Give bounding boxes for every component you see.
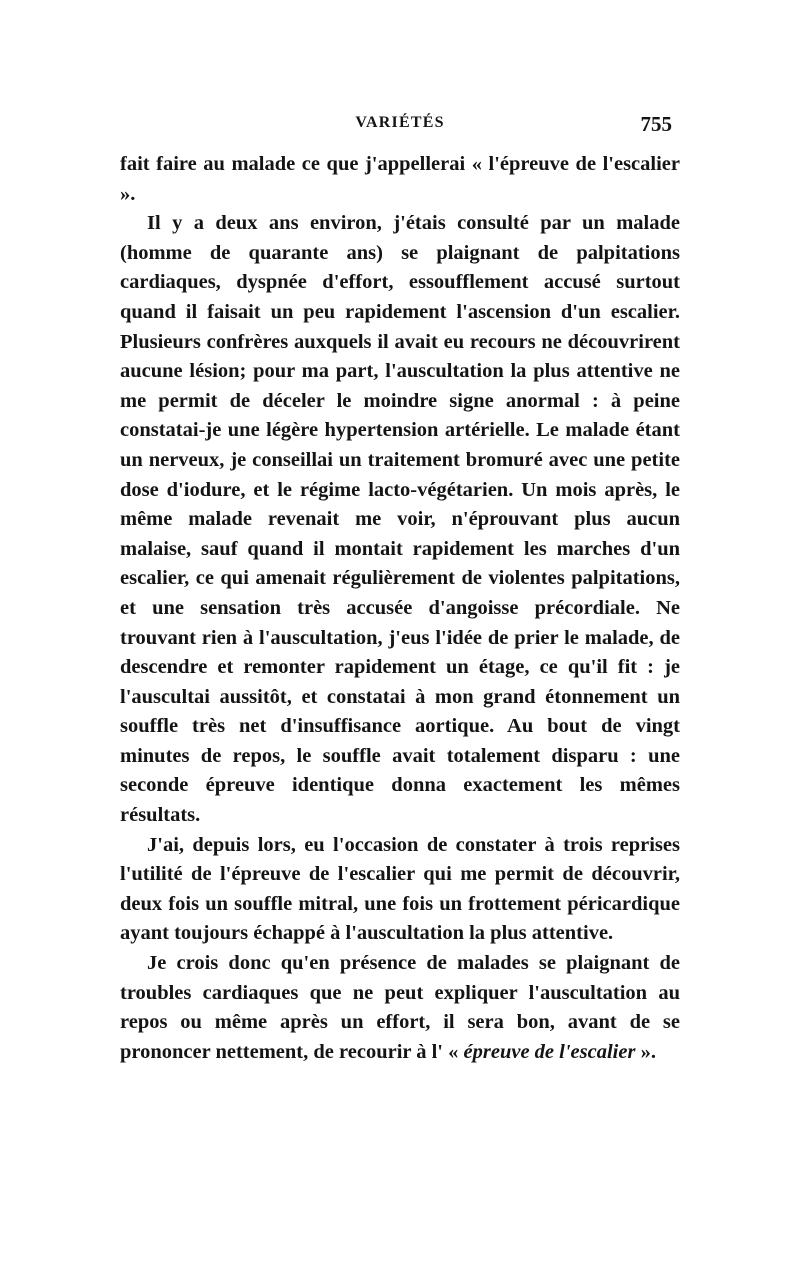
body-text [120,150,680,1067]
running-title: VARIÉTÉS [355,114,445,131]
conclusion-text: Je crois donc qu'en présence de malades se plaignant de troubles cardiaques que ne peut expliquer l'auscultation au repos ou même après un effort, il sera bon, avant de se prononcer nettement, de recourir à l' « [120,952,680,1063]
paragraph-case-report: Il y a deux ans environ, j'étais consulté par un malade (homme de quarante ans) se plaignant de palpitations cardiaques, dyspnée d'effort, essoufflement accusé surtout quand il faisait un peu rapidement l'ascension d'un escalier. Plusieurs confrères auxquels il avait eu recours ne découvrirent aucune lésion; pour ma part, l'auscultation la plus attentive ne me permit de déceler le moindre signe anormal : à peine constatai-je une légère hypertension artérielle. Le malade étant un nerveux, je conseillai un traitement bromuré avec une petite dose d'iodure, et le régime lacto-végétarien. Un mois après, le même malade revenait me voir, n'éprouvant plus aucun malaise, sauf quand il montait rapidement les marches d'un escalier, ce qui amenait régulièrement de violentes palpitations, et une sensation très accusée d'angoisse précordiale. Ne trouvant rien à l'auscultation, j'eus l'idée de prier le malade, de descendre et remonter rapidement un étage, ce qu'il fit : je l'auscultai aussitôt, et constatai à mon grand étonnement un souffle très net d'insuffisance aortique. Au bout de vingt minutes de repos, le souffle avait totalement disparu : une seconde épreuve identique donna exactement les mêmes résultats. [120,212,680,827]
paragraph-continuation: fait faire au malade ce que j'appellerai « l'épreuve de l'escalier ». [120,153,680,205]
page-header [120,114,680,144]
paragraph-further-cases: J'ai, depuis lors, eu l'occasion de constater à trois reprises l'utilité de l'épreuve de l'escalier qui me permit de découvrir, deux fois un souffle mitral, une fois un frottement péricardique ayant toujours échappé à l'auscultation la plus attentive. [120,833,680,945]
paragraph-conclusion [120,949,680,1067]
conclusion-end: ». [635,1040,656,1063]
emphasis-stair-test: épreuve de l'escalier [463,1040,636,1063]
page-number: 755 [640,112,672,136]
